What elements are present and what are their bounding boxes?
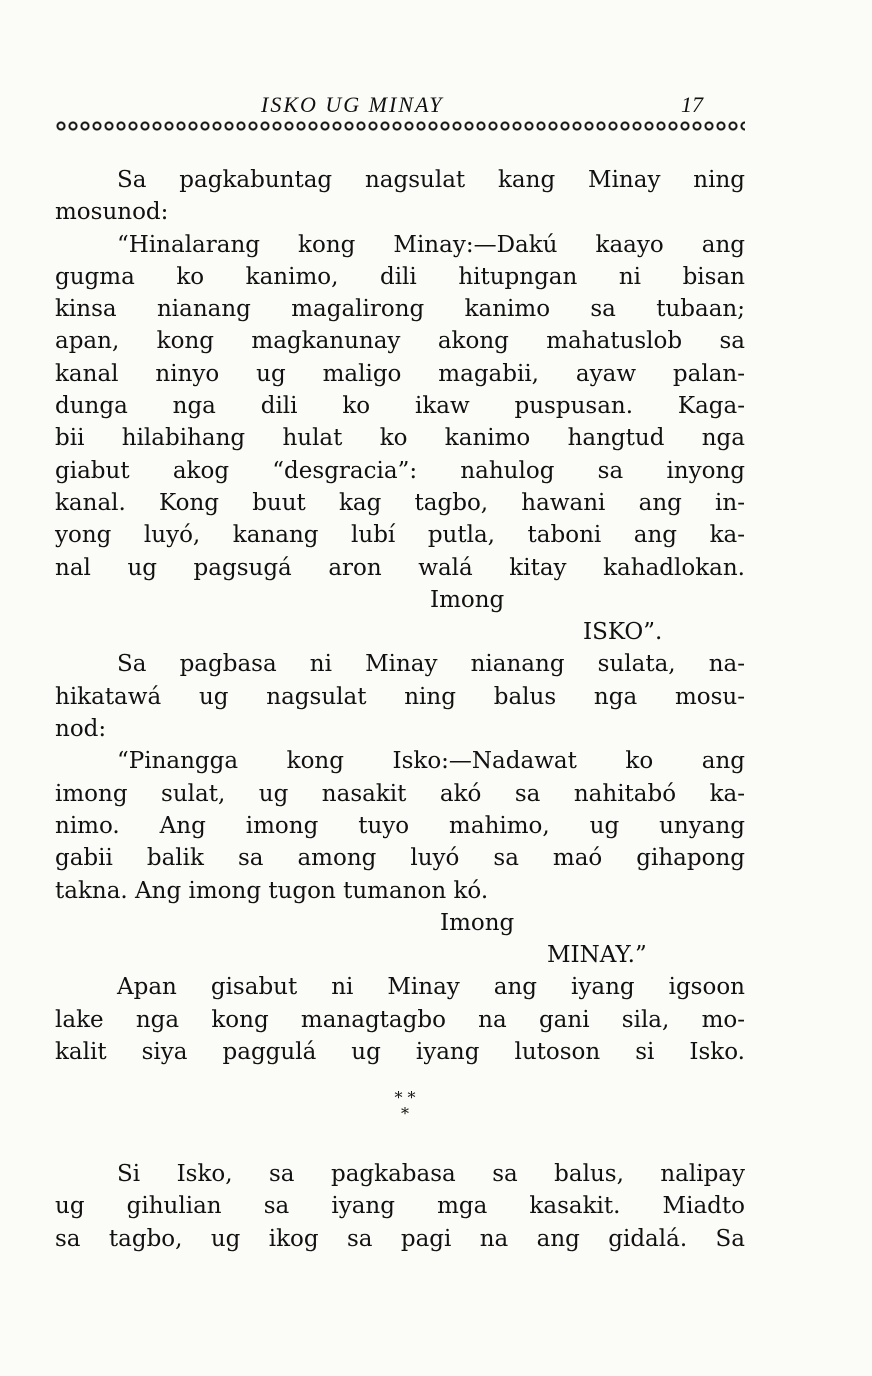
text-line: lake nga kong managtagbo na gani sila, mo- bbox=[55, 1006, 745, 1033]
text-line: dunga nga dili ko ikaw puspusan. Kaga- bbox=[55, 393, 745, 420]
text-line: takna. Ang imong tugon tumanon kó. bbox=[55, 877, 489, 904]
ornamental-border-rule bbox=[55, 120, 745, 132]
text-line: kanal ninyo ug maligo magabii, ayaw palan- bbox=[55, 360, 745, 387]
section-separator bbox=[375, 1090, 435, 1134]
text-line: gugma ko kanimo, dili hitupngan ni bisan bbox=[55, 263, 745, 290]
page-number: 17 bbox=[681, 92, 703, 117]
letter-closing: Imong bbox=[440, 909, 515, 936]
text-line: yong luyó, kanang lubí putla, taboni ang ka- bbox=[55, 522, 745, 549]
text-line: giabut akog “desgracia”: nahulog sa inyong bbox=[55, 457, 745, 484]
text-line: Apan gisabut ni Minay ang iyang igsoon bbox=[117, 974, 745, 1001]
text-line: nod: bbox=[55, 716, 107, 743]
separator-star-bottom: * bbox=[401, 1104, 409, 1123]
text-line: Sa pagbasa ni Minay nianang sulata, na- bbox=[117, 651, 745, 678]
text-line: kalit siya paggulá ug iyang lutoson si Isko. bbox=[55, 1039, 745, 1066]
text-line: imong sulat, ug nasakit akó sa nahitabó ka- bbox=[55, 780, 745, 807]
text-line: ug gihulian sa iyang mga kasakit. Miadto bbox=[55, 1193, 745, 1220]
letter-signature: ISKO”. bbox=[583, 619, 663, 646]
text-line: sa tagbo, ug ikog sa pagi na ang gidalá. Sa bbox=[55, 1225, 745, 1252]
text-line: apan, kong magkanunay akong mahatuslob sa bbox=[55, 328, 745, 355]
text-line: mosunod: bbox=[55, 199, 169, 226]
text-line: Si Isko, sa pagkabasa sa balus, nalipay bbox=[117, 1161, 745, 1187]
page-body bbox=[55, 164, 745, 1068]
text-line: gabii balik sa among luyó sa maó gihapong bbox=[55, 845, 745, 872]
running-title: ISKO UG MINAY bbox=[261, 92, 444, 117]
text-line: “Hinalarang kong Minay:—Dakú kaayo ang bbox=[117, 231, 745, 258]
text-line: kanal. Kong buut kag tagbo, hawani ang in- bbox=[55, 489, 745, 516]
text-line: hikatawá ug nagsulat ning balus nga mosu- bbox=[55, 683, 745, 710]
page-header bbox=[55, 92, 755, 122]
text-line: nimo. Ang imong tuyo mahimo, ug unyang bbox=[55, 812, 745, 839]
text-line: bii hilabihang hulat ko kanimo hangtud nga bbox=[55, 425, 745, 452]
letter-closing: Imong bbox=[430, 586, 505, 613]
text-line: nal ug pagsugá aron walá kitay kahadlokan. bbox=[55, 554, 745, 581]
text-line: kinsa nianang magalirong kanimo sa tubaan; bbox=[55, 296, 745, 323]
letter-signature: MINAY.” bbox=[547, 942, 647, 969]
text-line: “Pinangga kong Isko:—Nadawat ko ang bbox=[117, 748, 745, 775]
separator-stars-top: * * bbox=[394, 1088, 416, 1107]
page-body-continued bbox=[55, 1158, 745, 1255]
text-line: Sa pagkabuntag nagsulat kang Minay ning bbox=[117, 167, 745, 193]
